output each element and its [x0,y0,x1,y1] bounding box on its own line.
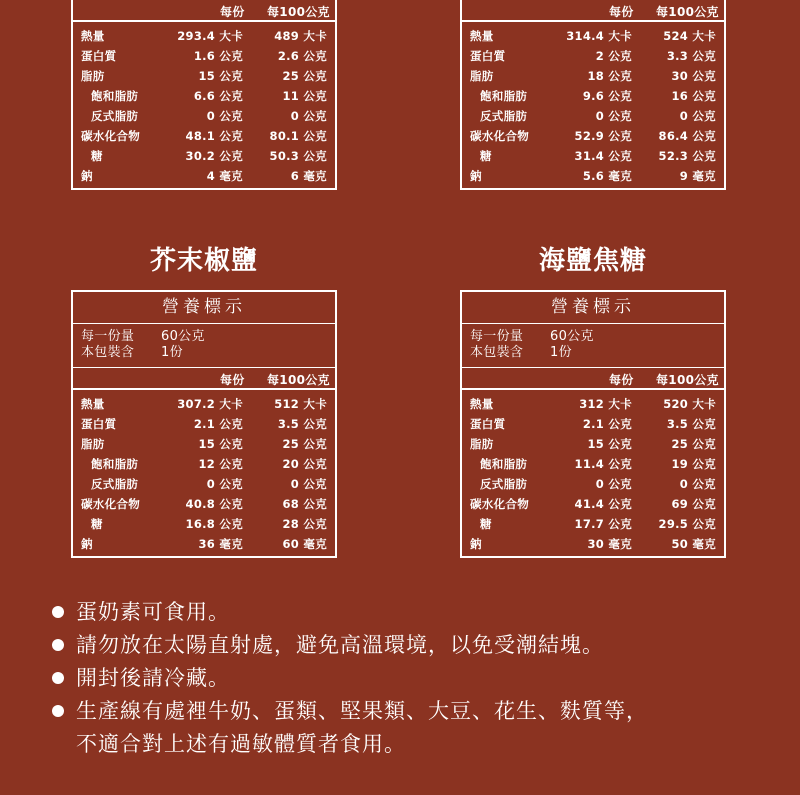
note-item [52,596,648,629]
per-100g-value: 9 毫克 [679,169,716,183]
per-serving-value: 12 公克 [198,457,243,471]
note-item [52,695,648,728]
per-100g-value: 489 大卡 [274,29,327,43]
per-100g-value: 60 毫克 [282,537,327,551]
per-100g-value: 3.5 公克 [277,417,327,431]
nutrient-label: 反式脂肪 [480,477,528,491]
per-serving-value: 1.6 公克 [193,49,243,63]
per-serving-header: 每份 [609,5,634,19]
per-100g-value: 86.4 公克 [658,129,716,143]
per-serving-value: 9.6 公克 [582,89,632,103]
bullet-icon [52,705,64,717]
per-serving-value: 15 公克 [587,437,632,451]
servings-label: 本包裝含 [470,345,524,360]
nutrient-label: 飽和脂肪 [480,457,528,471]
per-serving-value: 48.1 公克 [185,129,243,143]
per-serving-header: 每份 [220,373,245,387]
per-100g-value: 29.5 公克 [658,517,716,531]
nutrient-label: 熱量 [470,29,494,43]
note-item [52,629,648,662]
nutrient-label: 熱量 [81,397,105,411]
per-serving-value: 6.6 公克 [193,89,243,103]
bullet-icon [52,606,64,618]
flavor-name-wasabi-salt: 芥末椒鹽 [149,246,258,276]
nutrient-row [462,474,724,494]
panel-title: 營養標示 [551,297,635,317]
per-100g-value: 0 公克 [679,477,716,491]
nutrient-label: 鈉 [81,169,93,183]
nutrient-row [462,394,724,414]
column-header [462,367,724,390]
note-text: 蛋奶素可食用。 [76,600,230,624]
column-header [462,0,724,22]
serving-info [462,323,724,367]
per-serving-value: 15 公克 [198,69,243,83]
bullet-icon [52,672,64,684]
nutrient-label: 糖 [91,149,103,163]
per-serving-value: 307.2 大卡 [177,397,243,411]
per-serving-value: 15 公克 [198,437,243,451]
per-100g-value: 11 公克 [282,89,327,103]
per-serving-value: 2 公克 [595,49,632,63]
servings-value: 1份 [550,345,572,360]
per-100g-value: 524 大卡 [663,29,716,43]
nutrient-label: 飽和脂肪 [480,89,528,103]
per-100g-value: 50 毫克 [671,537,716,551]
serving-info [73,323,335,367]
nutrient-label: 碳水化合物 [470,497,529,511]
nutrient-rows [73,390,335,556]
serving-size-value: 60公克 [161,329,205,344]
nutrient-label: 蛋白質 [470,417,506,431]
nutrient-row [73,454,335,474]
nutrient-row [462,494,724,514]
per-100g-value: 25 公克 [282,69,327,83]
per-serving-value: 0 公克 [595,109,632,123]
servings-label: 本包裝含 [81,345,135,360]
per-100g-value: 30 公克 [671,69,716,83]
flavor-name-sea-salt-caramel: 海鹽焦糖 [538,246,647,276]
nutrient-row [73,146,335,166]
nutrient-label: 鈉 [470,169,482,183]
per-serving-header: 每份 [609,373,634,387]
column-header [73,367,335,390]
per-100g-value: 0 公克 [290,477,327,491]
per-serving-value: 31.4 公克 [574,149,632,163]
nutrient-label: 蛋白質 [470,49,506,63]
per-100g-value: 520 大卡 [663,397,716,411]
nutrient-label: 蛋白質 [81,417,117,431]
nutrient-label: 鈉 [470,537,482,551]
nutrient-row [462,454,724,474]
per-100g-value: 16 公克 [671,89,716,103]
per-100g-value: 512 大卡 [274,397,327,411]
serving-size-value: 60公克 [550,329,594,344]
nutrient-label: 脂肪 [81,69,105,83]
note-text: 請勿放在太陽直射處，避免高溫環境，以免受潮結塊。 [76,633,604,657]
per-serving-header: 每份 [220,5,245,19]
per-100g-value: 3.3 公克 [666,49,716,63]
nutrient-row [73,414,335,434]
nutrition-panel-top-left [71,0,337,190]
nutrient-rows [73,22,335,188]
per-serving-value: 17.7 公克 [574,517,632,531]
per-serving-value: 41.4 公克 [574,497,632,511]
nutrient-row [462,26,724,46]
per-serving-value: 0 公克 [595,477,632,491]
nutrient-label: 脂肪 [470,437,494,451]
per-100g-header: 每100公克 [267,373,330,387]
per-100g-value: 0 公克 [679,109,716,123]
nutrient-label: 脂肪 [470,69,494,83]
per-serving-value: 4 毫克 [206,169,243,183]
per-serving-value: 11.4 公克 [574,457,632,471]
nutrient-row [73,66,335,86]
per-100g-value: 69 公克 [671,497,716,511]
note-item [52,662,648,695]
nutrient-label: 蛋白質 [81,49,117,63]
nutrient-label: 反式脂肪 [91,109,139,123]
per-100g-header: 每100公克 [267,5,330,19]
nutrition-panel-wasabi-salt [71,290,337,558]
nutrient-row [462,166,724,186]
product-notes [52,596,648,761]
nutrient-row [73,494,335,514]
per-100g-value: 3.5 公克 [666,417,716,431]
nutrient-row [73,474,335,494]
per-100g-value: 28 公克 [282,517,327,531]
per-serving-value: 293.4 大卡 [177,29,243,43]
per-serving-value: 2.1 公克 [193,417,243,431]
nutrient-label: 糖 [480,149,492,163]
nutrient-label: 糖 [91,517,103,531]
per-100g-value: 68 公克 [282,497,327,511]
per-100g-value: 50.3 公克 [269,149,327,163]
nutrient-label: 飽和脂肪 [91,89,139,103]
nutrient-row [73,534,335,554]
servings-value: 1份 [161,345,183,360]
per-serving-value: 36 毫克 [198,537,243,551]
note-text: 開封後請冷藏。 [76,666,230,690]
serving-size-label: 每一份量 [81,329,135,344]
bullet-icon [52,639,64,651]
per-100g-value: 25 公克 [671,437,716,451]
nutrient-row [462,86,724,106]
nutrient-label: 脂肪 [81,437,105,451]
nutrient-label: 反式脂肪 [480,109,528,123]
note-item-continued [52,728,648,761]
nutrient-rows [462,390,724,556]
nutrient-row [73,46,335,66]
nutrient-label: 鈉 [81,537,93,551]
nutrient-row [462,534,724,554]
nutrient-label: 碳水化合物 [81,129,140,143]
per-100g-header: 每100公克 [656,373,719,387]
column-header [73,0,335,22]
nutrient-row [462,126,724,146]
nutrient-row [73,394,335,414]
per-serving-value: 16.8 公克 [185,517,243,531]
nutrition-panel-sea-salt-caramel [460,290,726,558]
panel-title: 營養標示 [162,297,246,317]
serving-size-label: 每一份量 [470,329,524,344]
per-100g-value: 80.1 公克 [269,129,327,143]
per-serving-value: 5.6 毫克 [582,169,632,183]
per-100g-value: 19 公克 [671,457,716,471]
per-100g-value: 2.6 公克 [277,49,327,63]
nutrient-row [462,146,724,166]
per-100g-value: 20 公克 [282,457,327,471]
nutrient-row [462,106,724,126]
nutrient-row [73,434,335,454]
per-serving-value: 314.4 大卡 [566,29,632,43]
nutrient-label: 碳水化合物 [470,129,529,143]
per-serving-value: 312 大卡 [579,397,632,411]
per-100g-value: 0 公克 [290,109,327,123]
per-serving-value: 18 公克 [587,69,632,83]
per-100g-value: 6 毫克 [290,169,327,183]
nutrient-row [73,26,335,46]
nutrient-row [462,514,724,534]
nutrient-row [462,66,724,86]
per-serving-value: 2.1 公克 [582,417,632,431]
nutrient-row [73,166,335,186]
note-text: 生產線有處裡牛奶、蛋類、堅果類、大豆、花生、麩質等， [76,699,648,723]
nutrition-panel-top-right [460,0,726,190]
nutrient-row [73,106,335,126]
per-serving-value: 0 公克 [206,109,243,123]
nutrient-rows [462,22,724,188]
nutrient-label: 糖 [480,517,492,531]
nutrient-row [73,514,335,534]
nutrient-label: 碳水化合物 [81,497,140,511]
per-100g-header: 每100公克 [656,5,719,19]
nutrient-row [462,46,724,66]
per-serving-value: 40.8 公克 [185,497,243,511]
nutrient-row [73,86,335,106]
note-text: 不適合對上述有過敏體質者食用。 [76,732,406,756]
per-serving-value: 0 公克 [206,477,243,491]
nutrient-label: 飽和脂肪 [91,457,139,471]
nutrient-row [462,434,724,454]
nutrient-label: 反式脂肪 [91,477,139,491]
per-100g-value: 25 公克 [282,437,327,451]
nutrient-label: 熱量 [81,29,105,43]
nutrient-row [73,126,335,146]
per-serving-value: 30.2 公克 [185,149,243,163]
per-serving-value: 30 毫克 [587,537,632,551]
nutrient-label: 熱量 [470,397,494,411]
per-serving-value: 52.9 公克 [574,129,632,143]
nutrient-row [462,414,724,434]
per-100g-value: 52.3 公克 [658,149,716,163]
